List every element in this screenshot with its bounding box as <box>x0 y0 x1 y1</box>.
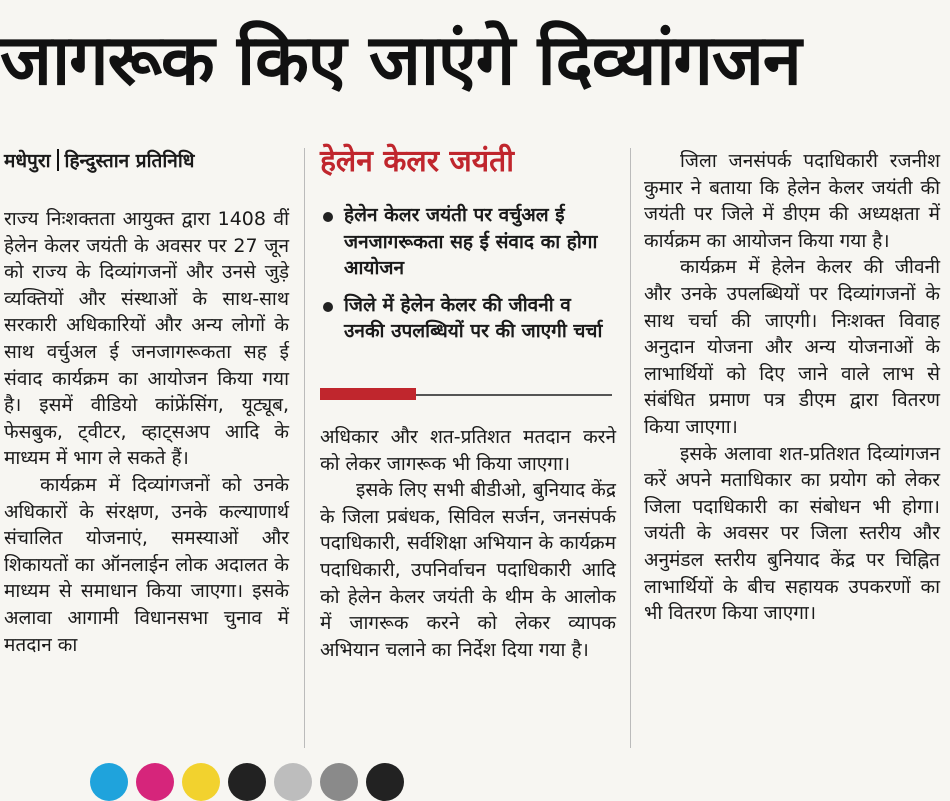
dateline-place: मधेपुरा <box>4 150 51 172</box>
color-registration-dot <box>90 763 128 801</box>
column-3-paragraph: जिला जनसंपर्क पदाधिकारी रजनीश कुमार ने बताया कि हेलेन केलर जयंती की जयंती पर जिले में डीएम की अध्यक्षता में कार्यक्रम का आयोजन किया गया है। <box>644 150 940 252</box>
column-3 <box>644 148 940 627</box>
highlight-bullets <box>320 202 616 355</box>
column-divider <box>304 148 305 748</box>
color-registration-dot <box>182 763 220 801</box>
dateline-separator <box>57 149 59 171</box>
dateline <box>4 147 194 175</box>
bullet-item: हेलेन केलर जयंती पर वर्चुअल ई जनजागरूकता सह ई संवाद का होगा आयोजन <box>320 202 616 282</box>
column-2-paragraph: इसके लिए सभी बीडीओ, बुनियाद केंद्र के जिला प्रबंधक, सिविल सर्जन, जनसंपर्क पदाधिकारी, सर्वशिक्षा अभियान के कार्यक्रम पदाधिकारी, उपनिर्वाचन पदाधिकारी आदि को हेलेन केलर जयंती के थीम के आलोक में जागरूक करने को लेकर व्यापक अभियान चलाने का निर्देश दिया गया है। <box>320 479 616 661</box>
column-2 <box>320 424 616 663</box>
color-registration-dot <box>228 763 266 801</box>
box-title: हेलेन केलर जयंती <box>320 144 514 179</box>
column-divider <box>630 148 631 748</box>
color-registration-dot <box>320 763 358 801</box>
column-3-paragraph: कार्यक्रम में हेलेन केलर की जीवनी और उनके उपलब्धियों पर दिव्यांगजनों के साथ चर्चा की जाएगी। निःशक्त विवाह अनुदान योजना और अन्य योजनाओं के लाभार्थियों को दिए जाने वाले लाभ से संबंधित प्रमाण पत्र डीएम द्वारा वितरण किया जाएगा। <box>644 256 940 438</box>
box-rule <box>416 394 612 396</box>
column-2-paragraph: अधिकार और शत-प्रतिशत मतदान करने को लेकर जागरूक भी किया जाएगा। <box>320 426 616 475</box>
bullet-item: जिले में हेलेन केलर की जीवनी व उनकी उपलब्धियों पर की जाएगी चर्चा <box>320 292 616 345</box>
column-1-paragraph: कार्यक्रम में दिव्यांगजनों को उनके अधिकारों के संरक्षण, उनके कल्याणार्थ संचालित योजनाएं, समस्याओं और शिकायतों का ऑनलाईन लोक अदालत के माध्यम से समाधान किया जाएगा। इसके अलावा आगामी विधानसभा चुनाव में मतदान का <box>4 473 289 656</box>
column-3-paragraph: इसके अलावा शत-प्रतिशत दिव्यांगजन करें अपने मताधिकार का प्रयोग को लेकर जिला पदाधिकारी का संबोधन भी होगा। जयंती के अवसर पर जिला स्तरीय और अनुमंडल स्तरीय बुनियाद केंद्र पर चिह्नित लाभार्थियों के बीच सहायक उपकरणों का भी वितरण किया जाएगा। <box>644 442 940 625</box>
column-1 <box>4 206 289 658</box>
dateline-source: हिन्दुस्तान प्रतिनिधि <box>64 150 195 172</box>
column-1-paragraph: राज्य निःशक्तता आयुक्त द्वारा 1408 वीं हेलेन केलर जयंती के अवसर पर 27 जून को राज्य के दिव्यांगजनों और उनसे जुड़े व्यक्तियों और संस्थाओं के साथ-साथ सरकारी अधिकारियों और अन्य लोगों के साथ वर्चुअल ई जनजागरूकता सह ई संवाद कार्यक्रम का आयोजन किया गया है। इसमें वीडियो कांफ्रेंसिंग, यूट्यूब, फेसबुक, ट्वीटर, व्हाट्सअप आदि के माध्यम में भाग ले सकते हैं। <box>4 208 289 470</box>
headline: जागरूक किए जाएंगे दिव्यांगजन <box>0 19 801 101</box>
accent-bar <box>320 388 416 400</box>
color-registration-dot <box>274 763 312 801</box>
color-registration-dot <box>366 763 404 801</box>
color-registration-dot <box>136 763 174 801</box>
print-color-strip <box>0 757 950 773</box>
